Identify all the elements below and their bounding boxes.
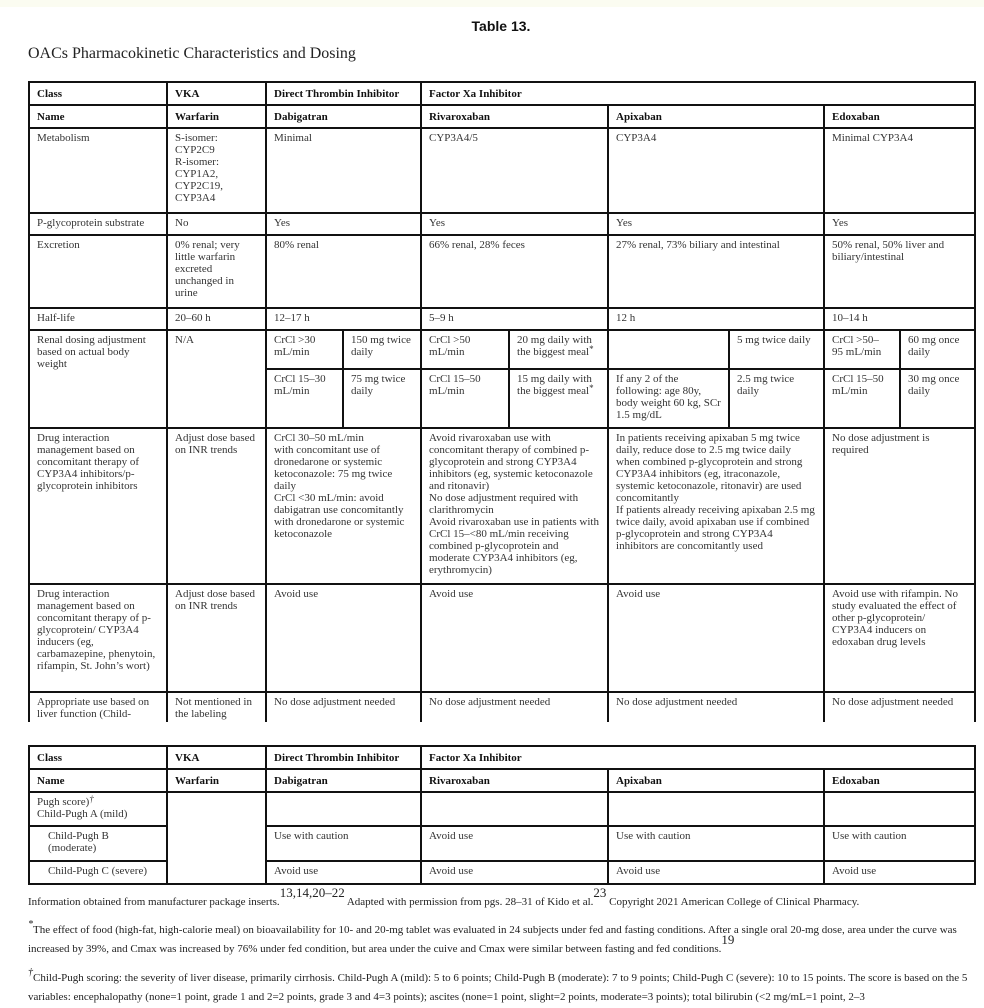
class-row [29,746,975,769]
metabolism-label: Metabolism [29,128,167,213]
source-note [28,885,978,912]
inducers-label: Drug interaction management based on concomitant therapy of p-glycoprotein/ CYP3A4 inducers (eg, carbamazepine, phenytoin, rifampin, St. John’s wort) [29,584,167,692]
child-a-dabigatran [266,792,421,826]
dagger-footnote-mark: † [89,794,94,804]
name-label: Name [29,105,167,128]
renal-edox-crit-2: CrCl 15–50 mL/min [824,369,900,428]
pgp-apixaban: Yes [608,213,824,235]
name-row [29,105,975,128]
child-a-edoxaban [824,792,975,826]
renal-dabi-dose-1: 150 mg twice daily [343,330,421,369]
class-vka: VKA [167,746,266,769]
excretion-edoxaban: 50% renal, 50% liver and biliary/intestinal [824,235,975,308]
metabolism-row [29,128,975,213]
class-fxa: Factor Xa Inhibitor [421,82,975,105]
asterisk-footnote-mark: * [589,344,594,354]
halflife-label: Half-life [29,308,167,330]
pgp-label: P-glycoprotein substrate [29,213,167,235]
pgp-row [29,213,975,235]
name-edoxaban: Edoxaban [824,105,975,128]
inducers-row [29,584,975,692]
class-label: Class [29,746,167,769]
name-row [29,769,975,792]
metabolism-rivaroxaban: CYP3A4/5 [421,128,608,213]
inducers-rivaroxaban: Avoid use [421,584,608,692]
metabolism-edoxaban: Minimal CYP3A4 [824,128,975,213]
renal-riva-dose-1 [509,330,608,369]
renal-dabi-crit-1: CrCl >30 mL/min [266,330,343,369]
halflife-rivaroxaban: 5–9 h [421,308,608,330]
inhibitors-dabigatran-line: CrCl <30 mL/min: avoid dabigatran use concomitantly with dronedarone or systemic ketoconazole [274,492,405,540]
child-a-label [29,792,167,826]
excretion-label: Excretion [29,235,167,308]
metabolism-warfarin-line: CYP3A4 [175,192,216,204]
inhibitors-label: Drug interaction management based on concomitant therapy of CYP3A4 inhibitors/p-glycoprotein inhibitors [29,428,167,584]
liver-label: Appropriate use based on liver function (Child- [29,692,167,722]
liver-apixaban: No dose adjustment needed [608,692,824,722]
liver-edoxaban: No dose adjustment needed [824,692,975,722]
oac-table-continued [28,745,976,885]
class-vka: VKA [167,82,266,105]
source-ref-kido[interactable]: 23 [593,885,607,900]
renal-dabi-dose-2: 75 mg twice daily [343,369,421,428]
pgp-warfarin: No [167,213,266,235]
renal-riva-crit-2: CrCl 15–50 mL/min [421,369,509,428]
inhibitors-apixaban-line: If patients already receiving apixaban 2.5 mg twice daily, avoid apixaban use if combined p-glycoprotein and strong CYP3A4 inhibitors are concomitantly used [616,504,815,552]
name-edoxaban: Edoxaban [824,769,975,792]
child-a-row [29,792,975,826]
pgp-dabigatran: Yes [266,213,421,235]
child-c-dabigatran: Avoid use [266,861,421,884]
source-refs[interactable]: 13,14,20–22 [279,885,345,900]
renal-riva-dose-2-text: 15 mg daily with the biggest meal [517,373,592,397]
metabolism-warfarin-line: CYP2C19, [175,180,223,192]
inducers-warfarin: Adjust dose based on INR trends [167,584,266,692]
child-a-label-text: Child-Pugh A (mild) [37,808,128,820]
excretion-warfarin: 0% renal; very little warfarin excreted unchanged in urine [167,235,266,308]
renal-riva-dose-1-text: 20 mg daily with the biggest meal [517,334,592,358]
name-warfarin: Warfarin [167,769,266,792]
name-warfarin: Warfarin [167,105,266,128]
child-b-label [29,826,167,861]
name-rivaroxaban: Rivaroxaban [421,105,608,128]
child-warfarin [167,792,266,884]
liver-row [29,692,975,722]
excretion-dabigatran: 80% renal [266,235,421,308]
inducers-edoxaban: Avoid use with rifampin. No study evaluated the effect of other p-glycoprotein/ CYP3A4 inducers on edoxaban drug levels [824,584,975,692]
renal-label: Renal dosing adjustment based on actual body weight [29,330,167,428]
table-title: OACs Pharmacokinetic Characteristics and Dosing [28,45,356,62]
liver-rivaroxaban: No dose adjustment needed [421,692,608,722]
renal-dabi-crit-2: CrCl 15–30 mL/min [266,369,343,428]
renal-apix-crit-2: If any 2 of the following: age 80y, body weight 60 kg, SCr 1.5 mg/dL [608,369,729,428]
excretion-row [29,235,975,308]
renal-edox-dose-1: 60 mg once daily [900,330,975,369]
name-apixaban: Apixaban [608,105,824,128]
halflife-apixaban: 12 h [608,308,824,330]
name-rivaroxaban: Rivaroxaban [421,769,608,792]
class-label: Class [29,82,167,105]
inhibitors-warfarin: Adjust dose based on INR trends [167,428,266,584]
inhibitors-edoxaban: No dose adjustment is required [824,428,975,584]
food-footnote-text: The effect of food (high-fat, high-calorie meal) on bioavailability for 10- and 20-mg tablet was evaluated in 24 subjects under fed and fasting conditions. After a single oral 20-mg dose, area under the curve was increased by 39%, and Cmax was increased by 76% under fed condition, but area under the cuive and Cmax were similar between fasting and fed conditions. [28,924,957,955]
child-c-label-text: Child-Pugh C (severe) [48,865,147,877]
pgp-edoxaban: Yes [824,213,975,235]
child-c-apixaban: Avoid use [608,861,824,884]
dagger-footnote-mark: † [28,967,33,978]
inhibitors-rivaroxaban [421,428,608,584]
inhibitors-row [29,428,975,584]
excretion-rivaroxaban: 66% renal, 28% feces [421,235,608,308]
food-footnote-ref[interactable]: 19 [721,932,735,947]
metabolism-warfarin-line: S-isomer: [175,132,218,144]
renal-riva-dose-2 [509,369,608,428]
name-label: Name [29,769,167,792]
class-dti: Direct Thrombin Inhibitor [266,82,421,105]
inducers-dabigatran: Avoid use [266,584,421,692]
excretion-apixaban: 27% renal, 73% biliary and intestinal [608,235,824,308]
child-pugh-footnote [28,969,978,1007]
inhibitors-dabigatran [266,428,421,584]
metabolism-apixaban: CYP3A4 [608,128,824,213]
inhibitors-apixaban [608,428,824,584]
child-c-rivaroxaban: Avoid use [421,861,608,884]
child-a-rivaroxaban [421,792,608,826]
halflife-dabigatran: 12–17 h [266,308,421,330]
child-pugh-footnote-text: Child-Pugh scoring: the severity of liver disease, primarily cirrhosis. Child-Pugh A (mild): 5 to 6 points; Child-Pugh B (moderate): 7 to 9 points; Child-Pugh C (severe): 10 to 15 points. The score is based on the 5 variables: encephalopathy (none=1 point, grade 1 and 2=2 points, grade 3 and 4=3 points); ascites (none=1 point, slight=2 points, moderate=3 points); total bilirubin (<2 mg/mL=1 point, 2–3 [28,972,968,1003]
metabolism-warfarin-line: CYP2C9 [175,144,215,156]
asterisk-footnote-mark: * [28,919,33,930]
halflife-edoxaban: 10–14 h [824,308,975,330]
renal-apix-dose-2: 2.5 mg twice daily [729,369,824,428]
child-b-edoxaban: Use with caution [824,826,975,861]
renal-riva-crit-1: CrCl >50 mL/min [421,330,509,369]
source-note-text: Information obtained from manufacturer package inserts. [28,896,280,908]
inhibitors-dabigatran-line: with concomitant use of dronedarone or systemic ketoconazole: 75 mg twice daily [274,444,393,492]
class-dti: Direct Thrombin Inhibitor [266,746,421,769]
child-a-apixaban [608,792,824,826]
renal-warfarin: N/A [167,330,266,428]
inhibitors-apixaban-line: In patients receiving apixaban 5 mg twice daily, reduce dose to 2.5 mg twice daily when combined p-glycoprotein and strong CYP3A4 inhibitors (eg, itraconazole, systemic ketoconazole, ritonavir) are used concomitantly [616,432,803,504]
class-fxa: Factor Xa Inhibitor [421,746,975,769]
food-footnote [28,921,978,959]
halflife-row [29,308,975,330]
liver-warfarin: Not mentioned in the labeling [167,692,266,722]
asterisk-footnote-mark: * [589,383,594,393]
metabolism-warfarin-line: R-isomer: [175,156,219,168]
child-pugh-label-continued: Pugh score) [37,796,90,808]
renal-apix-dose-1: 5 mg twice daily [729,330,824,369]
metabolism-warfarin [167,128,266,213]
renal-row-1 [29,330,975,369]
metabolism-warfarin-line: CYP1A2, [175,168,219,180]
inhibitors-rivaroxaban-line: Avoid rivaroxaban use in patients with CrCl 15–<80 mL/min receiving combined p-glycoprotein and moderate CYP3A4 inhibitors (eg, erythromycin) [429,516,599,576]
class-row [29,82,975,105]
source-note-text: Adapted with permission from pgs. 28–31 of Kido et al. [344,896,594,908]
child-c-edoxaban: Avoid use [824,861,975,884]
child-b-dabigatran: Use with caution [266,826,421,861]
table-number: Table 13. [471,18,531,34]
inducers-apixaban: Avoid use [608,584,824,692]
pgp-rivaroxaban: Yes [421,213,608,235]
halflife-warfarin: 20–60 h [167,308,266,330]
source-note-text: Copyright 2021 American College of Clinical Pharmacy. [606,896,860,908]
name-dabigatran: Dabigatran [266,769,421,792]
child-b-apixaban: Use with caution [608,826,824,861]
child-c-label [29,861,167,884]
name-dabigatran: Dabigatran [266,105,421,128]
inhibitors-rivaroxaban-line: Avoid rivaroxaban use with concomitant therapy of combined p-glycoprotein and strong CYP3A4 inhibitors (eg, systemic ketoconazole and ritonavir) [429,432,593,492]
child-b-rivaroxaban: Avoid use [421,826,608,861]
metabolism-dabigatran: Minimal [266,128,421,213]
renal-edox-crit-1: CrCl >50– 95 mL/min [824,330,900,369]
inhibitors-rivaroxaban-line: No dose adjustment required with clarithromycin [429,492,579,516]
liver-dabigatran: No dose adjustment needed [266,692,421,722]
renal-edox-dose-2: 30 mg once daily [900,369,975,428]
oac-table [28,81,976,722]
name-apixaban: Apixaban [608,769,824,792]
renal-apix-crit-1 [608,330,729,369]
inhibitors-dabigatran-line: CrCl 30–50 mL/min [274,432,364,444]
child-b-label-text: Child-Pugh B (moderate) [48,830,109,854]
